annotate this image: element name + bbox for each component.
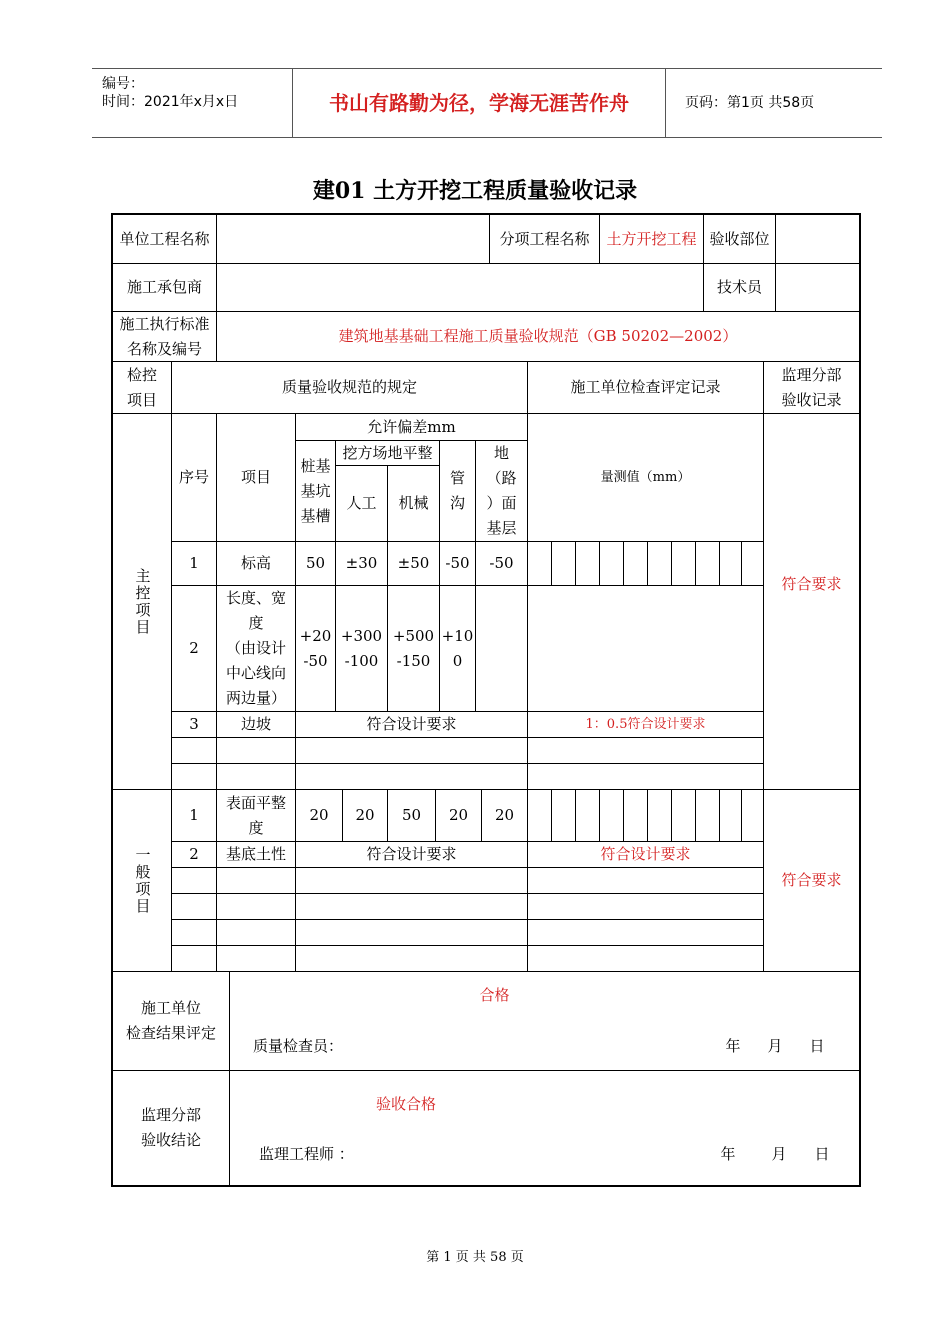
main-row3-item: 边坡 — [240, 715, 271, 733]
inspection-part-label: 验收部位 — [709, 229, 770, 248]
main-row1-value: -50 — [445, 554, 470, 572]
general-row1-value: 20 — [448, 806, 469, 824]
supervisor-record-header: 监理分部 验收记录 — [781, 365, 842, 409]
construction-eval-label: 施工单位 检查结果评定 — [125, 999, 216, 1042]
standard-label: 施工执行标准 名称及编号 — [119, 314, 210, 358]
main-row1-value: ±50 — [397, 554, 430, 572]
supervising-engineer-label: 监理工程师 ： — [259, 1144, 354, 1163]
inspection-part-value[interactable] — [776, 215, 859, 263]
main-control-label: 主控项目 — [133, 567, 152, 636]
general-row1-item: 表面平整 度 — [225, 793, 286, 837]
construction-eval-year: 年 — [725, 1036, 741, 1055]
main-row3-seq: 3 — [189, 715, 199, 733]
supervision-eval-result: 验收合格 — [375, 1094, 436, 1113]
supervision-eval-day: 日 — [814, 1144, 830, 1163]
general-row2-item: 基底土性 — [225, 845, 286, 863]
construction-eval-month: 月 — [767, 1036, 783, 1055]
main-row2-value: +10 0 — [441, 626, 474, 670]
main-row1-value: ±30 — [345, 554, 378, 572]
main-row2-value: +300 -100 — [340, 626, 383, 670]
technician-value[interactable] — [776, 264, 859, 311]
pile-pit-trench-header: 桩基 基坑 基槽 — [300, 456, 331, 525]
page-header — [92, 68, 882, 138]
main-control-conclusion: 符合要求 — [781, 575, 842, 593]
main-row1-value: -50 — [489, 554, 514, 572]
page-footer: 第 1 页 共 58 页 — [426, 1250, 524, 1265]
general-row2-record: 符合设计要求 — [600, 845, 691, 863]
manual-header: 人工 — [346, 494, 377, 512]
supervision-eval-label: 监理分部 验收结论 — [140, 1106, 201, 1149]
general-row1-value: 20 — [494, 806, 515, 824]
machine-header: 机械 — [398, 494, 429, 512]
contractor-value[interactable] — [217, 264, 703, 311]
spec-header: 质量验收规范的规定 — [281, 378, 417, 396]
general-conclusion: 符合要求 — [781, 871, 842, 889]
quality-inspector-label: 质量检查员： — [253, 1036, 344, 1055]
general-row1-value: 20 — [309, 806, 329, 824]
main-row2-value: +500 -150 — [392, 626, 435, 670]
general-row2-seq: 2 — [189, 845, 199, 863]
main-row2-item: 长度、宽 度 （由设计 中心线向 两边量） — [225, 589, 286, 707]
general-row1-value: 50 — [401, 806, 422, 824]
time-label: 时间：2021年x月x日 — [102, 94, 239, 110]
general-items-label: 一般项目 — [133, 846, 152, 915]
allowed-deviation-header: 允许偏差mm — [367, 417, 456, 436]
page-title: 建01 土方开挖工程质量验收记录 — [312, 178, 638, 204]
main-row2-value — [476, 586, 527, 711]
construction-eval-result: 合格 — [479, 985, 510, 1004]
motto: 书山有路勤为径，学海无涯苦作舟 — [293, 69, 666, 137]
general-row2-requirement: 符合设计要求 — [366, 845, 457, 863]
contractor-label: 施工承包商 — [126, 278, 202, 296]
road-base-header: 地 （路 ）面 基层 — [486, 444, 517, 537]
sub-project-label: 分项工程名称 — [499, 229, 590, 248]
check-item-header: 检控 项目 — [126, 365, 157, 409]
item-header: 项目 — [240, 468, 271, 486]
main-row3-requirement: 符合设计要求 — [366, 715, 457, 733]
site-leveling-header: 挖方场地平整 — [342, 443, 433, 462]
construction-eval-day: 日 — [809, 1036, 825, 1055]
main-row2-seq: 2 — [189, 639, 199, 657]
main-row1-item: 标高 — [240, 554, 271, 572]
sub-project-value[interactable]: 土方开挖工程 — [606, 229, 697, 248]
general-row1-value: 20 — [355, 806, 375, 824]
general-row1-seq: 1 — [189, 806, 199, 824]
main-row1-value: 50 — [305, 554, 326, 572]
header-meta — [92, 69, 293, 137]
number-label: 编号： — [102, 76, 144, 92]
inspection-form-table — [111, 213, 861, 1187]
page-info: 页码：第1页 共58页 — [685, 95, 815, 111]
technician-label: 技术员 — [716, 278, 762, 296]
supervision-eval-year: 年 — [720, 1144, 736, 1163]
main-row2-value: +20 -50 — [299, 626, 332, 670]
trench-header: 管 沟 — [449, 469, 465, 512]
construction-record-header: 施工单位检查评定记录 — [570, 378, 721, 396]
unit-project-value[interactable] — [217, 215, 489, 263]
supervision-eval-month: 月 — [771, 1144, 787, 1163]
main-row1-seq: 1 — [189, 554, 199, 572]
standard-value: 建筑地基基础工程施工质量验收规范（GB 50202—2002） — [338, 327, 738, 345]
main-row3-record: 1：0.5符合设计要求 — [585, 717, 706, 732]
unit-project-label: 单位工程名称 — [119, 229, 210, 248]
seq-header: 序号 — [178, 468, 209, 486]
measured-values-header: 量测值（mm） — [600, 470, 691, 485]
